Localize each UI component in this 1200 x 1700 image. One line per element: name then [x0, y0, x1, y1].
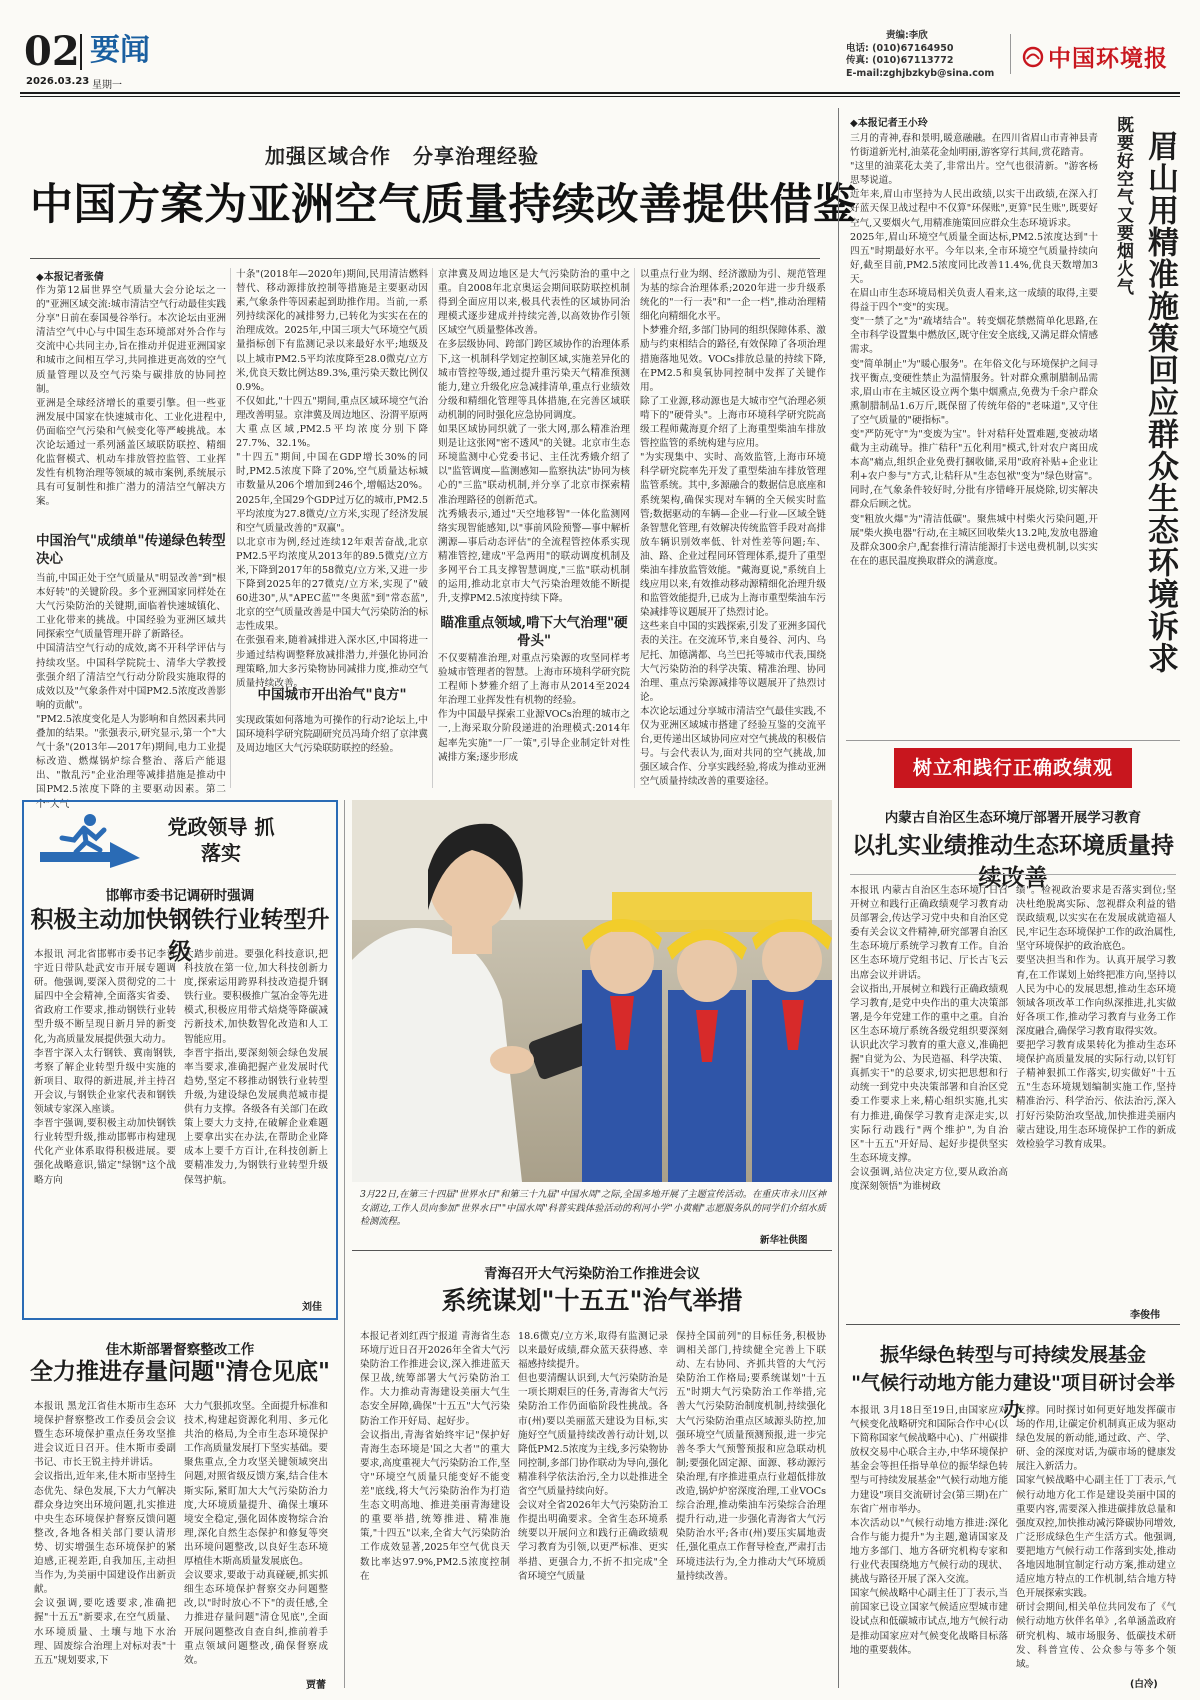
- special-top-rule: [846, 740, 1180, 741]
- climate-col2: 支撑。同时探讨如何更好地发挥碳市场的作用,让碳定价机制真正成为驱动绿色发展的新动能,通过政、产、学、研、金的深度对话,为碳市场的健康发展注入新活力。 国家气候战略中心副主任丁丁表示,气候行动地方化工作是建设美丽中国的重要内容,需要深入推进碳排放总量和强度双控,加快推动减污降碳协同增效,广泛形成绿色生产生活方式。他强调,要把地方气候行动工作落到实处,推动各地因地制宜制定行动方案,推动建立适应地方特点的工作机制,结合地方特色开展探索实践。 研讨会期间,相关单位共同发布了《气候行动地方伙伴名单》,名单涵盖政府研究机构、城市场服务、低碳技术研发、科普宣传、公众参与等多个领域。: [1016, 1405, 1176, 1670]
- lead-col-sep-1: [230, 268, 231, 788]
- runner-arrow-icon: [40, 812, 160, 868]
- handan-col2: 大踏步前进。要强化科技意识,把科技放在第一位,加大科技创新力度,探索运用跨界科技改造提升钢铁行业。要积极推广氢冶金等先进模式,积极应用带式焙烧等降碳减污新技术,加快数智化改造和人工智能应用。 李晋宇指出,要深刻领会绿色发展率当要求,准确把握产业发展时代趋势,坚定不移推动钢铁行业转型升级,为建设绿色发展典范城市提供有力支撑。各级各有关部门在政策上要大力支持,在破解企业难题上要拿出实在办法,在帮助企业降成本上要千方百计,在科技创新上要精准发力,为钢铁行业转型升级保驾护航。: [184, 949, 328, 1186]
- special-head-rule: [850, 874, 1176, 875]
- jiamusi-kicker: 佳木斯部署督察整改工作: [105, 1342, 255, 1358]
- section-name: 要闻: [90, 33, 150, 68]
- meishan-kicker: 既要好空气又要烟火气: [1113, 116, 1133, 296]
- lead-subhead-2: 中国城市开出治气"良方": [257, 687, 407, 703]
- editor-phone: 电话: (010)67164950: [846, 42, 954, 54]
- climate-top-rule: [846, 1324, 1180, 1325]
- special-headline: 以扎实业绩推动生态环境质量持续改善: [852, 832, 1174, 891]
- climate-col1: 本报讯 3月18日至19日,由国家应对气候变化战略研究和国际合作中心(以下简称国家气候战略中心)、广州碳排放权交易中心联合主办,中华环境保护基金会等担任指导单位的振华绿色转型与可持续发展基金"气候行动地方能力建设"项目交流研讨会(第三期)在广东省广州市举办。 本次活动以"气候行动地方推进:深化合作与能力提升"为主题,邀请国家及地方多部门、地方各研究机构专家和行业代表围绕地方气候行动的现状、挑战与路径开展了深入交流。 国家气候战略中心副主任丁丁表示,当前国家已设立国家气候适应型城市建设试点和低碳城市试点,地方气候行动是推动国家应对气候变化战略目标落地的重要载体。: [850, 1405, 1008, 1656]
- special-col2: 绩"。检视政治要求是否落实到位;坚决杜绝脱离实际、忽视群众利益的错误政绩观,以实实在在发展成就造福人民,牢记生态环境保护工作的政治属性,坚守环境保护的政治底色。 要坚决担当和作为。认真开展学习教育,在工作谋划上始终把准方向,坚持以人民为中心的发展思想,推动生态环境领域各项改革工作向纵深推进,扎实做好各项工作,推动学习教育与业务工作深度融合,确保学习教育取得实效。 要把学习教育成果转化为推动生态环境保护高质量发展的实际行动,以钉钉子精神狠抓工作落实,切实做好"十五五"生态环境规划编制实施工作,坚持精准治污、科学治污、依法治污,深入打好污染防治攻坚战,加快推进美丽内蒙古建设,用生态环境保护工作的新成效检验学习教育成果。: [1016, 885, 1176, 1150]
- jiamusi-col2: 大力气狠抓攻坚。全面提升标准和技术,构建起资源化利用、多元化共治的格局,为全市生态环境保护工作高质量发展打下坚实基础。要聚焦重点,全力攻坚关键领域突出问题,对照省级反馈方案,结合佳木斯实际,紧盯加大大气污染防治力度,大环境质量提升、确保土壤环境安全稳定,强化固体废物综合治理,深化自然生态保护和修复等突出环境问题整改,以良好生态环境厚植佳木斯高质量发展底色。 会议要求,要敢于动真碰硬,抓实抓细生态环境保护督察交办问题整改,以"时时放心不下"的责任感,全力推进存量问题"清仓见底",全面开展问题整改自查自纠,推前着手重点领域问题整改,确保督察成效。: [184, 1401, 328, 1666]
- special-kicker: 内蒙古自治区生态环境厅部署开展学习教育: [884, 810, 1142, 826]
- newspaper-logo: [1022, 40, 1168, 73]
- page-number: 02: [24, 28, 80, 75]
- masthead-vline: [1010, 34, 1011, 74]
- lead-headline: 中国方案为亚洲空气质量持续改善提供借鉴: [30, 180, 857, 230]
- handan-headline: 积极主动加快钢铁行业转型升级: [30, 906, 330, 965]
- child-2: [667, 929, 747, 1182]
- lead-rule: [30, 258, 820, 259]
- issue-weekday: 星期一: [92, 80, 122, 91]
- photo-illustration: [352, 800, 832, 1182]
- lead-col3b: 不仅要精准治理,对重点污染源的攻坚同样考验城市管理者的智慧。上海市环境科学研究院工程师卜梦雅介绍了上海市从2014至2024年治理工业挥发性有机物的经验。 作为中国最早探索工业源VOCs治理的城市之一,上海采取分阶段递进的治理模式:2014年起率先实施"一厂一策",引导企业制定针对性减排方案;逐步形成: [438, 653, 630, 763]
- editor-name: 责编:李欣: [886, 30, 928, 41]
- logo-emblem-icon: [1022, 46, 1044, 68]
- lead-col-sep-2: [432, 268, 433, 788]
- photo-credit: 新华社供图: [760, 1235, 808, 1246]
- special-banner: 树立和践行正确政绩观: [894, 748, 1132, 788]
- lead-kicker: 加强区域合作 分享治理经验: [265, 144, 539, 168]
- masthead-rule: [20, 92, 1180, 94]
- logo-text: 中国环境报: [1048, 45, 1168, 72]
- jiamusi-headline: 全力推进存量问题"清仓见底": [30, 1358, 330, 1385]
- qinghai-col3: 保持全国前列"的目标任务,积极协调相关部门,持续健全完善上下联动、左右协同、齐抓共管的大气污染防治工作格局;要系统谋划"十五五"时期大气污染防治工作举措,完善大气污染防治制度机制,持续强化大气污染防治重点区域源头防控,加强环境空气质量预测预报,进一步完善冬季大气预警预报和应急联动机制;要强化固定源、面源、移动源污染治理,有序推进重点行业超低排放改造,锅炉炉窑深度治理,工业VOCs综合治理,推动柴油车污染综合治理提升行动,进一步强化青海省大气污染防治水平;各市(州)要压实属地责任,强化重点工作督导检查,严肃打击环境违法行为,全力推动大气环境质量持续改善。: [676, 1331, 827, 1582]
- climate-author: (白冷): [1130, 1679, 1158, 1690]
- qinghai-col2: 18.6微克/立方米,取得有监测记录以来最好成绩,群众蓝天获得感、幸福感持续提升。 但也要清醒认识到,大气污染防治是一项长期艰巨的任务,青海省大气污染防治工作仍面临阶段性挑战。各市(州)要以美丽蓝天建设为目标,实施好空气质量持续改善行动计划,以降低PM2.5浓度为主线,多污染物协同控制,多部门协作联动为导向,强化精准科学依法治污,全力以赴推进全省空气质量持续向好。 会议对全省2026年大气污染防治工作提出明确要求。全省生态环境系统要以开展问立和践行正确政绩观学习教育为引领,以更严标准、更实举措、更强合力,不折不扣完成"全省环境空气质量: [518, 1331, 669, 1582]
- lead-subhead-3: 瞄准重点领域,啃下大气治理"硬骨头": [440, 615, 628, 649]
- special-col1: 本报讯 内蒙古自治区生态环境厅日召开树立和践行正确政绩观学习教育动员部署会,传达学习党中央和自治区党委有关会议文件精神,研究部署自治区生态环境厅系统学习教育工作。自治区生态环境厅党组书记、厅长古飞云出席会议并讲话。 会议指出,开展树立和践行正确政绩观学习教育,是党中央作出的重大决策部署,是今年党建工作的重中之重。自治区生态环境厅系统各级党组织要深刻认识此次学习教育的重大意义,准确把握"自觉为公、为民造福、科学决策、真抓实干"的总要求,切实把思想和行动统一到党中央决策部署和自治区党委工作要求上来,精心组织实施,扎实有力推进,确保学习教育走深走实,以实际行动践行"两个维护",为自治区"十五五"开好局、起好步提供坚实生态环境支撑。 会议强调,站位决定方位,要从政治高度深刻领悟"为谁树政: [850, 885, 1008, 1192]
- qinghai-headline: 系统谋划"十五五"治气举措: [441, 1286, 743, 1315]
- child-3: [752, 919, 832, 1182]
- climate-headline: "气候行动地方能力建设"项目研讨会举办: [851, 1372, 1175, 1421]
- editor-email: E-mail:zghjbzkyb@sina.com: [846, 67, 995, 79]
- jiamusi-col1: 本报讯 黑龙江省佳木斯市生态环境保护督察整改工作委员会会议暨生态环境保护重点任务攻坚推进会议近日召开。佳木斯市委副书记、市长王锐主持并讲话。 会议指出,近年来,佳木斯市坚持生态优先、绿色发展,下大力气解决群众身边突出环境问题,扎实推进中央生态环境保护督察反馈问题整改,各地各相关部门要认清形势、切实增强生态环境保护的紧迫感,正视差距,自我加压,主动担当作为,为美丽中国建设作出新贡献。 会议强调,要吃透要求,准确把握"十五五"新要求,在空气质量、水环境质量、土壤与地下水治理、固废综合治理上对标对表"十五五"规划要求,下: [34, 1401, 176, 1666]
- left-center-separator: [344, 800, 345, 1688]
- meishan-headline: 眉山用精准施策回应群众生态环境诉求: [1142, 130, 1178, 674]
- lead-col1b: 当前,中国正处于空气质量从"明显改善"到"根本好转"的关键阶段。多个亚洲国家同样处在大气污染防治的关键期,面临着快速城镇化、工业化带来的挑战。中国经验为亚洲区域共同探索空气质量管理开辟了新路径。 中国清洁空气行动的成效,离不开科学评估与持续攻坚。中国科学院院士、清华大学教授张强介绍了清洁空气行动分阶段实施取得的成效以及"气象条件对中国PM2.5浓度改善影响的贡献"。 "PM2.5浓度变化是人为影响和自然因素共同叠加的结果。"张强表示,研究显示,第一个"大气十条"(2013年—2017年)期间,电力工业提标改造、燃煤锅炉综合整治、落后产能退出、"散乱污"企业治理等减排措施是推动中国PM2.5浓度下降的主要驱动因素。第二个"大气: [36, 573, 226, 810]
- handan-author: 刘佳: [302, 1302, 322, 1313]
- child-1: [582, 919, 662, 1182]
- lead-byline: ◆本报记者张倩: [36, 272, 104, 283]
- main-right-separator: [838, 108, 839, 1688]
- lead-col2: 十条"(2018年—2020年)期间,民用清洁燃料替代、移动源排放控制等措施是主要驱动因素,气象条件等因素起到助推作用。当前,一系列持续深化的减排努力,已转化为实实在在的治理成效。2025年,中国三项大气环境空气质量指标创下有监测记录以来最好水平;地级及以上城市PM2.5平均浓度降至28.0微克/立方米,优良天数比例达89.3%,重污染天数比例仅0.9%。 不仅如此,"十四五"期间,重点区域环境空气治理改善明显。京津冀及周边地区、汾渭平原两大重点区域,PM2.5平均浓度分别下降27.7%、32.1%。 "十四五"期间,中国在GDP增长30%的同时,PM2.5浓度下降了20%,空气质量达标城市数量从206个增加到246个,增幅达20%。2025年,全国29个GDP过万亿的城市,PM2.5平均浓度为27.8微克/立方米,实现了经济发展和空气质量改善的"双赢"。 以北京市为例,经过连续12年艰苦奋战,北京PM2.5平均浓度从2013年的89.5微克/立方米,下降到2017年的58微克/立方米,又进一步下降到2025年的27微克/立方米,实现了"破60进30",从"APEC蓝""冬奥蓝"到"常态蓝",北京的空气质量改善是中国大气污染防治的标志性成果。 在张强看来,随着减排进入深水区,中国将进一步通过结构调整释放减排潜力,并强化协同治理策略,加大多污染物协同减排力度,推动空气质量持续改善。: [236, 269, 429, 689]
- meishan-body: 三月的青神,春和景明,暖意融融。在四川省眉山市青神县青竹街道新光村,油菜花金灿明丽,游客穿行其间,赏花踏青。 "这里的油菜花太美了,非常出片。空气也很清新。"游客杨思琴说道。 近年来,眉山市坚持为人民出政绩,以实干出政绩,在深入打好蓝天保卫战过程中不仅算"环保账",更算"民生账",既要好空气,又要烟火气,用精准施策回应群众生态环境诉求。 2025年,眉山环境空气质量全面达标,PM2.5浓度达到"十四五"时期最好水平。今年以来,全市环境空气质量持续向好,截至目前,PM2.5浓度同比改善11.4%,优良天数增加3天。 在眉山市生态环境局相关负责人看来,这一成绩的取得,主要得益于四个"变"的实现。 变"一禁了之"为"疏堵结合"。转变烟花禁燃简单化思路,在全市科学设置集中燃放区,既守住安全底线,又满足群众情感需求。 变"简单制止"为"暖心服务"。在年俗文化与环境保护之间寻找平衡点,变硬性禁止为温情服务。针对群众熏制腊制品需求,眉山市在主城区设立两个集中烟熏点,免费为千余户群众熏制腊制品1.6万斤,既保留了传统年俗的"老味道",又守住了空气质量的"硬指标"。 变"严防死守"为"变废为宝"。针对秸秆处置难题,变被动堵截为主动疏导。推广秸秆"五化利用"模式,针对农户离田成本高"痛点,组织企业免费打捆收储,采用"政府补贴+企业让利+农户参与"方式,让秸秆从"生态包袱"变为"绿色财富"。同时,在气象条件较好时,分批有序错峰开展烧除,切实解决群众后顾之忧。 变"粗放火爆"为"清洁低碳"。聚焦城中村柴火污染问题,开展"柴火换电器"行动,在主城区回收柴火13.2吨,发放电器逾及群众300余户,配套推行清洁能源打卡送电费机制,以实实在在的惠民温度换取群众的满意度。: [850, 133, 1098, 567]
- lead-col4: 以重点行业为纲、经济激励为引、规范管理为基的综合治理体系;2020年进一步升级系统化的"一行一表"和"一企一档",推动治理精细化向精细化水平。 卜梦雅介绍,多部门协同的组织保障体系、激励与约束相结合的路径,有效保障了各项治理措施落地见效。VOCs排放总量的持续下降,在PM2.5和臭氧协同控制中发挥了关键作用。 除了工业源,移动源也是大城市空气治理必须啃下的"硬骨头"。上海市环境科学研究院高级工程师戴海夏介绍了上海重型柴油车排放管控监管的系统构建与应用。 "为实现集中、实时、高效监管,上海市环境科学研究院率先开发了重型柴油车排放管理监管系统。其中,多源融合的数据信息底座和系统架构,确保实现对车辆的全天候实时监管;数据驱动的车辆—企业—行业—区域全链条智慧化管理,有效解决传统监管手段对高排放车辆识别效率低、针对性差等问题;车、油、路、企业过程同环管理体系,提升了重型柴油车排放监管效能。"戴海夏说,"系统自上线应用以来,有效推动移动源精细化治理升级和监管效能提升,已成为上海市重型柴油车污染减排等议题展开了热烈讨论。 这些来自中国的实践探索,引发了亚洲多国代表的关注。在交流环节,来自曼谷、河内、乌尼托、加德满都、乌兰巴托等城市代表,围绕大气污染防治的科学决策、精准治理、协同治理、重点污染源减排等议题展开了热烈讨论。 本次论坛通过分享城市清洁空气最佳实践,不仅为亚洲区域城市搭建了经验互鉴的交流平台,更传递出区域协同应对空气挑战的积极信号。与会代表认为,面对共同的空气挑战,加强区域合作、分享实践经验,将成为推动亚洲空气质量持续改善的重要途径。: [640, 269, 826, 788]
- party-logo-title: 党政领导 抓落实: [167, 815, 275, 865]
- lead-col-sep-3: [634, 268, 635, 788]
- jiamusi-author: 贾蕾: [306, 1680, 326, 1691]
- qinghai-col1: 本报记者刘红西宁报道 青海省生态环境厅近日召开2026年全省大气污染防治工作推进会议,深入推进蓝天保卫战,统筹部署大气污染防治工作。大力推动青海建设美丽大气生态安全屏障,确保"十五五"大气污染防治工作开好局、起好步。 会议指出,青海省始终牢记"保护好青海生态环境是'国之大者'"的重大要求,高度重视大气污染防治工作,坚守"环境空气质量只能变好不能变差"底线,将大气污染防治作为打造生态文明高地、推进美丽青海建设的重要举措,统筹推进、精准施策,"十四五"以来,全省大气污染防治工作成效显著,2025年空气优良天数比率达97.9%,PM2.5浓度控制在: [360, 1331, 511, 1582]
- masthead-divider: [80, 34, 82, 70]
- editor-info: [846, 30, 994, 80]
- lead-col1: 作为第12届世界空气质量大会分论坛之一的"亚洲区域交流:城市清洁空气行动最佳实践分享"日前在泰国曼谷举行。本次论坛由亚洲清洁空气中心与中国生态环境部对外合作与交流中心共同主办,旨在推动并促进亚洲国家和城市之间相互学习,共同推进更高效的空气质量管理以及空气污染与碳排放的协同控制。 亚洲是全球经济增长的重要引擎。但一些亚洲发展中国家在快速城市化、工业化进程中,仍面临空气污染和气候变化等严峻挑战。本次论坛通过一系列涵盖区域联防联控、精细化监督模式、机动车排放管控监管、工业挥发性有机物治理等领域的城市案例,系统展示具有可复制性和推广潜力的清洁空气解决方案。: [36, 285, 226, 508]
- editor-fax: 传真: (010)67113772: [846, 55, 954, 66]
- qinghai-kicker: 青海召开大气污染防治工作推进会议: [484, 1266, 700, 1282]
- masthead-rule-thin: [20, 96, 1180, 97]
- lead-col3: 京津冀及周边地区是大气污染防治的重中之重。自2008年北京奥运会期间联防联控机制得到全面应用以来,极具代表性的区域协同治理模式逐步建成并持续完善,以高效协作引领区域空气质量整体改善。 在多层级协同、跨部门跨区域协作的治理体系下,这一机制科学划定控制区域,实施差异化的城市管控等级,通过提升重污染天气精准预测能力,建立升级化应急减排清单,重点行业绩效分级和精细化管理等具体措施,在完善区域联动机制的同时强化应急协同调度。 如果区域协同织就了一张大网,那么精准治理则是让这张网"密不透风"的关键。北京市生态环境监测中心党委书记、主任沈秀娥介绍了以"监管调度—监测感知—监察执法"协同为核心的"三监"联动机制,并分享了北京市探索精准治理路径的创新范式。 沈秀娥表示,通过"天空地移智"一体化监测网络实现智能感知,以"事前风险预警—事中解析溯源—事后动态评估"的全流程管控体系实现精准管控,建成"平急两用"的联动调度机制及多网平台工具支撑智慧调度,"三监"联动机制的运用,推动北京市大气污染治理效能不断提升,支撑PM2.5浓度持续下降。: [438, 269, 630, 605]
- climate-kicker: 振华绿色转型与可持续发展基金: [879, 1344, 1146, 1366]
- meishan-byline: ◆本报记者王小玲: [850, 118, 928, 129]
- lead-subhead-1: 中国治气"成绩单"传递绿色转型决心: [36, 533, 226, 567]
- qinghai-top-rule: [352, 1250, 832, 1251]
- handan-kicker: 邯郸市委书记调研时强调: [105, 888, 255, 904]
- photo-caption: 3月22日,在第三十四届"世界水日"和第三十九届"中国水周"之际,全国多地开展了主题宣传活动。在重庆市永川区神女湖边,工作人员向参加"世界水日""中国水周"科普实践体验活动的利河小学"小黄帽"志愿服务队的同学们介绍水质检测流程。: [360, 1189, 826, 1227]
- handan-col1: 本报讯 河北省邯郸市委书记李晋宇近日带队赴武安市开展专题调研。他强调,要深入贯彻党的二十届四中全会精神,全面落实省委、省政府工作要求,推动钢铁行业转型升级不断呈现日新月异的新变化,为高质量发展提供强大动力。 李晋宇深入太行钢铁、冀南钢铁,考察了解企业转型升级中实施的新项目、取得的新进展,并主持召开会议,与钢铁企业家代表和钢铁领域专家深入座谈。 李晋宇强调,要积极主动加快钢铁行业转型升级,推动邯郸市构建现代化产业体系取得积极进展。要强化战略意识,锚定"绿钢"这个战略方向: [34, 949, 176, 1186]
- special-author: 李俊伟: [1130, 1310, 1160, 1321]
- news-photo: [352, 800, 832, 1182]
- lead-col2b: 实现政策如何落地为可操作的行动?论坛上,中国环境科学研究院副研究员冯琦介绍了京津冀及周边地区大气污染联防联控的经验。: [236, 715, 428, 755]
- issue-date: 2026.03.23: [26, 76, 90, 87]
- party-logo-area: [40, 812, 330, 872]
